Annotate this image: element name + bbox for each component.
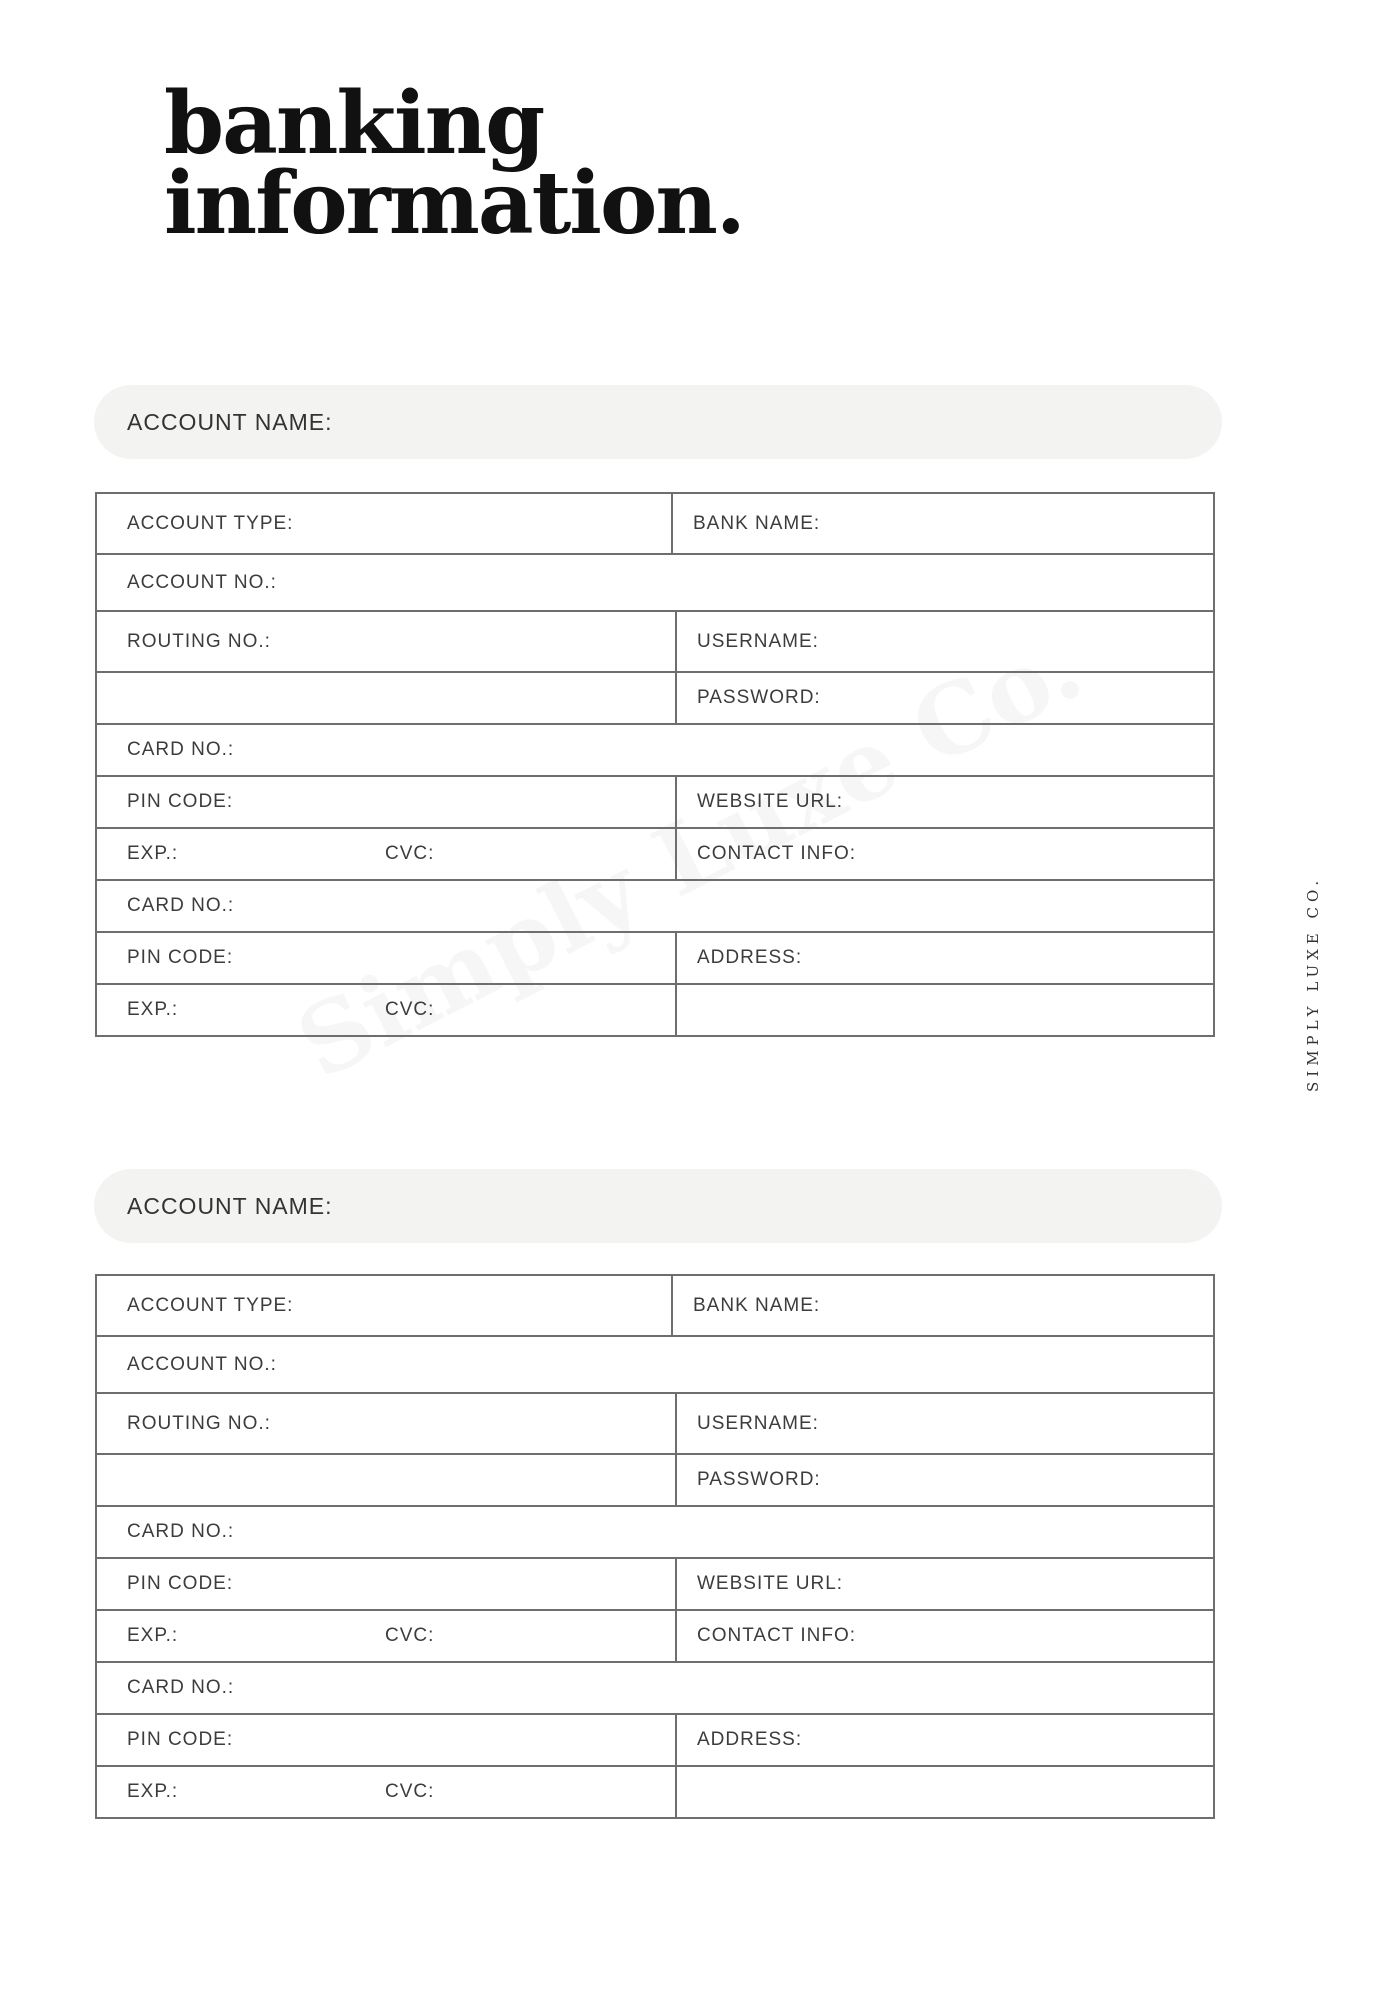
- table-row: [97, 494, 1213, 555]
- account-no-field[interactable]: [97, 1337, 1213, 1392]
- account-name-label: ACCOUNT NAME:: [127, 1192, 333, 1219]
- username-label: USERNAME:: [697, 1412, 819, 1434]
- cvc-label: CVC:: [385, 1625, 435, 1646]
- account-details-table: [95, 492, 1215, 1037]
- account-name-label: ACCOUNT NAME:: [127, 408, 333, 435]
- table-row: [97, 985, 1213, 1037]
- card-no-label: CARD NO.:: [127, 739, 235, 760]
- table-row: [97, 1663, 1213, 1715]
- exp-label: EXP.:: [127, 1781, 179, 1802]
- pin-code-label: PIN CODE:: [127, 947, 234, 968]
- page-title-line-1: banking: [164, 73, 544, 174]
- exp-cvc-field[interactable]: [97, 829, 677, 879]
- table-row: [97, 777, 1213, 829]
- bank-name-field[interactable]: [673, 494, 1213, 553]
- website-url-field[interactable]: [677, 1559, 1213, 1609]
- table-row: [97, 1394, 1213, 1455]
- exp-label: EXP.:: [127, 843, 179, 864]
- account-type-label: ACCOUNT TYPE:: [127, 1294, 294, 1316]
- bank-name-label: BANK NAME:: [693, 1294, 821, 1316]
- contact-info-field[interactable]: [677, 1611, 1213, 1661]
- table-row: [97, 612, 1213, 673]
- card-no-field[interactable]: [97, 1507, 1213, 1557]
- card-no-field[interactable]: [97, 881, 1213, 931]
- account-details-table: [95, 1274, 1215, 1819]
- table-row: [97, 1507, 1213, 1559]
- exp-cvc-field[interactable]: [97, 1611, 677, 1661]
- table-row: [97, 725, 1213, 777]
- table-row: [97, 1455, 1213, 1507]
- account-no-field[interactable]: [97, 555, 1213, 610]
- table-row: [97, 881, 1213, 933]
- address-continued-field[interactable]: [677, 1767, 1213, 1817]
- blank-field[interactable]: [97, 673, 677, 723]
- contact-info-field[interactable]: [677, 829, 1213, 879]
- pin-code-label: PIN CODE:: [127, 1729, 234, 1750]
- exp-cvc-field[interactable]: [97, 1767, 677, 1817]
- table-row: [97, 673, 1213, 725]
- card-no-field[interactable]: [97, 725, 1213, 775]
- card-no-field[interactable]: [97, 1663, 1213, 1713]
- password-field[interactable]: [677, 1455, 1213, 1505]
- address-field[interactable]: [677, 933, 1213, 983]
- account-no-label: ACCOUNT NO.:: [127, 1353, 277, 1375]
- exp-label: EXP.:: [127, 999, 179, 1020]
- table-row: [97, 1559, 1213, 1611]
- routing-no-label: ROUTING NO.:: [127, 1412, 271, 1434]
- routing-no-field[interactable]: [97, 1394, 677, 1453]
- bank-name-field[interactable]: [673, 1276, 1213, 1335]
- routing-no-label: ROUTING NO.:: [127, 630, 271, 652]
- exp-label: EXP.:: [127, 1625, 179, 1646]
- address-label: ADDRESS:: [697, 947, 803, 968]
- table-row: [97, 1611, 1213, 1663]
- password-label: PASSWORD:: [697, 687, 821, 708]
- address-field[interactable]: [677, 1715, 1213, 1765]
- exp-cvc-field[interactable]: [97, 985, 677, 1035]
- pin-code-label: PIN CODE:: [127, 1573, 234, 1594]
- pin-code-field[interactable]: [97, 777, 677, 827]
- page-title: [164, 73, 744, 254]
- contact-info-label: CONTACT INFO:: [697, 1625, 857, 1646]
- table-row: [97, 1767, 1213, 1819]
- pin-code-field[interactable]: [97, 1715, 677, 1765]
- table-row: [97, 1276, 1213, 1337]
- website-url-field[interactable]: [677, 777, 1213, 827]
- table-row: [97, 829, 1213, 881]
- pin-code-label: PIN CODE:: [127, 791, 234, 812]
- username-label: USERNAME:: [697, 630, 819, 652]
- side-brand-label: SIMPLY LUXE CO.: [1304, 875, 1322, 1092]
- address-label: ADDRESS:: [697, 1729, 803, 1750]
- address-continued-field[interactable]: [677, 985, 1213, 1035]
- account-type-field[interactable]: [97, 494, 673, 553]
- table-row: [97, 933, 1213, 985]
- card-no-label: CARD NO.:: [127, 1677, 235, 1698]
- table-row: [97, 1337, 1213, 1394]
- bank-name-label: BANK NAME:: [693, 512, 821, 534]
- contact-info-label: CONTACT INFO:: [697, 843, 857, 864]
- page-title-line-2: information.: [164, 153, 744, 254]
- username-field[interactable]: [677, 612, 1213, 671]
- card-no-label: CARD NO.:: [127, 1521, 235, 1542]
- pin-code-field[interactable]: [97, 933, 677, 983]
- cvc-label: CVC:: [385, 1781, 435, 1802]
- password-field[interactable]: [677, 673, 1213, 723]
- website-url-label: WEBSITE URL:: [697, 1573, 844, 1594]
- username-field[interactable]: [677, 1394, 1213, 1453]
- blank-field[interactable]: [97, 1455, 677, 1505]
- website-url-label: WEBSITE URL:: [697, 791, 844, 812]
- routing-no-field[interactable]: [97, 612, 677, 671]
- table-row: [97, 1715, 1213, 1767]
- cvc-label: CVC:: [385, 843, 435, 864]
- password-label: PASSWORD:: [697, 1469, 821, 1490]
- card-no-label: CARD NO.:: [127, 895, 235, 916]
- account-name-field[interactable]: [94, 1169, 1222, 1243]
- account-type-label: ACCOUNT TYPE:: [127, 512, 294, 534]
- account-no-label: ACCOUNT NO.:: [127, 571, 277, 593]
- account-type-field[interactable]: [97, 1276, 673, 1335]
- pin-code-field[interactable]: [97, 1559, 677, 1609]
- cvc-label: CVC:: [385, 999, 435, 1020]
- account-name-field[interactable]: [94, 385, 1222, 459]
- table-row: [97, 555, 1213, 612]
